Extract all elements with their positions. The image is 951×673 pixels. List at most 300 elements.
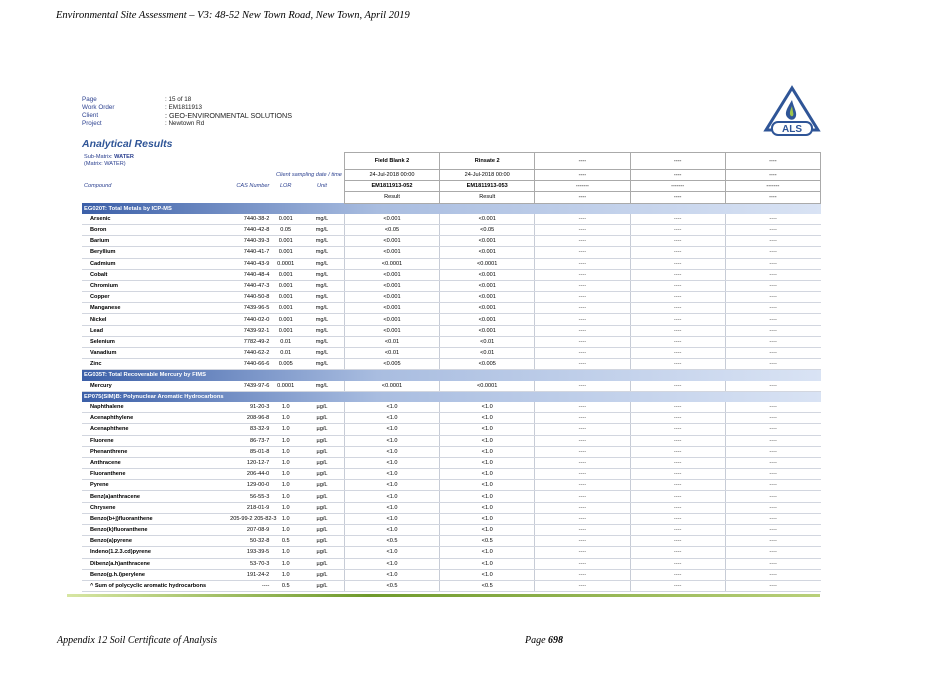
table-row [82, 480, 821, 491]
empty-result-cell: ---- [535, 502, 630, 513]
empty-result-cell: ---- [630, 536, 725, 547]
empty-result-cell: ---- [535, 457, 630, 468]
meta-label: Project [82, 119, 102, 127]
result-cell: <1.0 [344, 435, 439, 446]
col-unit: Unit [317, 183, 327, 190]
lor-cell: 0.001 [271, 236, 300, 247]
empty-result-cell: ---- [535, 424, 630, 435]
empty-result-cell: ---- [725, 269, 820, 280]
unit-cell: µg/L [300, 547, 344, 558]
compound-cell: Benzo(g.h.i)perylene [82, 569, 228, 580]
empty-result-cell: ---- [535, 547, 630, 558]
result-cell: <1.0 [440, 413, 535, 424]
unit-cell: mg/L [300, 236, 344, 247]
cas-cell: 7440-47-3 [228, 280, 271, 291]
empty-result-cell: ---- [725, 280, 820, 291]
empty-result-cell: ---- [725, 381, 820, 392]
unit-cell: µg/L [300, 569, 344, 580]
result-cell: <0.01 [440, 336, 535, 347]
empty-result-cell: ---- [535, 558, 630, 569]
section-title: EP075(SIM)B: Polynuclear Aromatic Hydrocarbons [82, 391, 821, 402]
table-row [82, 536, 821, 547]
cas-cell: 83-32-9 [228, 424, 271, 435]
empty-result-cell: ---- [630, 280, 725, 291]
lor-cell: 1.0 [271, 446, 300, 457]
lor-cell: 0.01 [271, 336, 300, 347]
result-cell: <0.001 [440, 247, 535, 258]
spacer-cell [82, 192, 344, 203]
table-row [82, 314, 821, 325]
table-row [82, 435, 821, 446]
empty-result-cell: ---- [630, 413, 725, 424]
result-cell: <0.001 [344, 269, 439, 280]
meta-row-client [82, 112, 292, 120]
result-cell: <1.0 [344, 502, 439, 513]
empty-result-cell: ---- [535, 402, 630, 413]
cas-cell: 205-99-2 205-82-3 [228, 513, 271, 524]
result-cell: <1.0 [344, 491, 439, 502]
empty-result-cell: ---- [535, 269, 630, 280]
result-cell: <0.05 [440, 224, 535, 235]
result-cell: <1.0 [344, 513, 439, 524]
meta-label: Work Order [82, 103, 115, 111]
cas-cell: 208-96-8 [228, 413, 271, 424]
unit-cell: mg/L [300, 214, 344, 225]
sampling-date-label: Client sampling date / time [275, 172, 342, 179]
empty-result-cell: ---- [725, 236, 820, 247]
compound-cell: Barium [82, 236, 228, 247]
empty-result-cell: ---- [535, 435, 630, 446]
empty-result-cell: ---- [535, 359, 630, 370]
empty-result-cell: ---- [630, 547, 725, 558]
table-row [82, 269, 821, 280]
section-title: EG020T: Total Metals by ICP-MS [82, 203, 821, 214]
table-row [82, 424, 821, 435]
empty-result-cell: ---- [725, 325, 820, 336]
result-cell: <0.001 [440, 236, 535, 247]
sample-name-empty: ---- [535, 153, 630, 170]
table-row [82, 303, 821, 314]
meta-value: : EM1811913 [165, 103, 202, 111]
lor-cell: 1.0 [271, 525, 300, 536]
result-cell: <0.001 [440, 314, 535, 325]
lor-cell: 1.0 [271, 502, 300, 513]
unit-cell: µg/L [300, 513, 344, 524]
cas-cell: 193-39-5 [228, 547, 271, 558]
cas-cell: 206-44-0 [228, 469, 271, 480]
cas-cell: 85-01-8 [228, 446, 271, 457]
lor-cell: 0.001 [271, 269, 300, 280]
col-cas: CAS Number [236, 183, 270, 190]
result-cell: <0.0001 [344, 258, 439, 269]
cas-cell: 218-01-9 [228, 502, 271, 513]
unit-cell: µg/L [300, 480, 344, 491]
empty-result-cell: ---- [630, 424, 725, 435]
footer-rule [67, 594, 820, 597]
empty-result-cell: ---- [535, 569, 630, 580]
empty-result-cell: ---- [535, 325, 630, 336]
unit-cell: mg/L [300, 314, 344, 325]
result-cell: <0.001 [344, 314, 439, 325]
empty-result-cell: ---- [535, 303, 630, 314]
result-cell: <0.001 [344, 247, 439, 258]
meta-label: Page [82, 96, 97, 103]
section-title: EG035T: Total Recoverable Mercury by FIMS [82, 370, 821, 381]
empty-result-cell: ---- [535, 236, 630, 247]
result-cell: <1.0 [344, 525, 439, 536]
result-cell: <1.0 [440, 424, 535, 435]
result-cell: <0.001 [344, 280, 439, 291]
empty-result-cell: ---- [630, 513, 725, 524]
section-header-row [82, 391, 821, 402]
result-cell: <1.0 [344, 547, 439, 558]
compound-cell: Pyrene [82, 480, 228, 491]
empty-result-cell: ---- [535, 348, 630, 359]
result-cell: <1.0 [440, 569, 535, 580]
result-cell: <1.0 [344, 469, 439, 480]
unit-cell: mg/L [300, 359, 344, 370]
lor-cell: 1.0 [271, 569, 300, 580]
table-row [82, 558, 821, 569]
empty-result-cell: ---- [535, 491, 630, 502]
footer-page-label: Page [525, 635, 546, 646]
empty-result-cell: ---- [725, 258, 820, 269]
empty-result-cell: ---- [725, 469, 820, 480]
unit-cell: µg/L [300, 502, 344, 513]
table-row [82, 547, 821, 558]
compound-cell: Beryllium [82, 247, 228, 258]
empty-result-cell: ---- [630, 258, 725, 269]
sample-name-2: Rinsate 2 [440, 153, 535, 170]
compound-cell: Selenium [82, 336, 228, 347]
result-label-empty: ---- [725, 192, 820, 203]
compound-cell: Lead [82, 325, 228, 336]
table-row [82, 247, 821, 258]
empty-result-cell: ---- [725, 247, 820, 258]
unit-cell: mg/L [300, 280, 344, 291]
logo-text: ALS [782, 124, 802, 135]
compound-cell: Nickel [82, 314, 228, 325]
table-row [82, 236, 821, 247]
unit-cell: mg/L [300, 303, 344, 314]
empty-result-cell: ---- [630, 491, 725, 502]
compound-cell: Chromium [82, 280, 228, 291]
footer-left: Appendix 12 Soil Certificate of Analysis [57, 635, 218, 646]
result-cell: <0.001 [344, 236, 439, 247]
table-row [82, 469, 821, 480]
sample-name-empty: ---- [725, 153, 820, 170]
result-label-empty: ---- [535, 192, 630, 203]
empty-result-cell: ---- [535, 513, 630, 524]
table-row [82, 402, 821, 413]
empty-result-cell: ---- [630, 314, 725, 325]
result-cell: <0.5 [344, 536, 439, 547]
empty-result-cell: ---- [725, 435, 820, 446]
cas-cell: 7782-49-2 [228, 336, 271, 347]
result-cell: <0.5 [344, 580, 439, 591]
cas-cell: 7440-50-8 [228, 292, 271, 303]
lor-cell: 1.0 [271, 491, 300, 502]
table-row [82, 258, 821, 269]
table-row [82, 491, 821, 502]
empty-result-cell: ---- [630, 569, 725, 580]
compound-cell: Cadmium [82, 258, 228, 269]
empty-result-cell: ---- [725, 413, 820, 424]
unit-cell: mg/L [300, 269, 344, 280]
compound-cell: Copper [82, 292, 228, 303]
empty-result-cell: ---- [725, 292, 820, 303]
empty-result-cell: ---- [535, 258, 630, 269]
meta-row-page [82, 96, 292, 104]
empty-result-cell: ---- [535, 525, 630, 536]
table-row [82, 457, 821, 468]
empty-result-cell: ---- [535, 224, 630, 235]
result-cell: <0.001 [440, 325, 535, 336]
empty-result-cell: ---- [535, 446, 630, 457]
lor-cell: 0.001 [271, 292, 300, 303]
compound-cell: Vanadium [82, 348, 228, 359]
table-row [82, 325, 821, 336]
unit-cell: mg/L [300, 258, 344, 269]
unit-cell: µg/L [300, 491, 344, 502]
header-row-date [82, 170, 821, 181]
cas-cell: 7439-92-1 [228, 325, 271, 336]
lor-cell: 0.001 [271, 303, 300, 314]
cas-cell: 91-20-3 [228, 402, 271, 413]
lor-cell: 0.001 [271, 325, 300, 336]
report-meta [82, 96, 292, 128]
cas-cell: 50-32-8 [228, 536, 271, 547]
compound-cell: Chrysene [82, 502, 228, 513]
empty-result-cell: ---- [630, 435, 725, 446]
submatrix-value: WATER [114, 154, 134, 160]
empty-result-cell: ---- [630, 480, 725, 491]
result-cell: <0.001 [440, 269, 535, 280]
result-cell: <0.05 [344, 224, 439, 235]
meta-row-project [82, 120, 292, 128]
result-cell: <1.0 [344, 446, 439, 457]
result-cell: <0.001 [440, 292, 535, 303]
empty-result-cell: ---- [630, 525, 725, 536]
cas-cell: 53-70-3 [228, 558, 271, 569]
empty-result-cell: ---- [630, 558, 725, 569]
result-label-empty: ---- [630, 192, 725, 203]
result-cell: <1.0 [440, 547, 535, 558]
empty-result-cell: ---- [725, 424, 820, 435]
cas-cell: 120-12-7 [228, 457, 271, 468]
empty-result-cell: ---- [535, 314, 630, 325]
lor-cell: 0.0001 [271, 258, 300, 269]
cas-cell: 56-55-3 [228, 491, 271, 502]
sample-date-empty: ---- [725, 170, 820, 181]
lor-cell: 1.0 [271, 480, 300, 491]
cas-cell: 7439-96-5 [228, 303, 271, 314]
submatrix-label: Sub-Matrix: [84, 154, 115, 160]
compound-cell: Arsenic [82, 214, 228, 225]
empty-result-cell: ---- [630, 348, 725, 359]
lor-cell: 0.5 [271, 536, 300, 547]
unit-cell: mg/L [300, 247, 344, 258]
cas-cell: 129-00-0 [228, 480, 271, 491]
empty-result-cell: ---- [535, 214, 630, 225]
table-row [82, 446, 821, 457]
table-row [82, 224, 821, 235]
result-cell: <0.01 [440, 348, 535, 359]
lor-cell: 1.0 [271, 469, 300, 480]
result-cell: <1.0 [344, 424, 439, 435]
footer-page-number: 698 [548, 635, 564, 646]
empty-result-cell: ---- [535, 381, 630, 392]
meta-value: : Newtown Rd [165, 119, 205, 127]
empty-result-cell: ---- [630, 292, 725, 303]
empty-result-cell: ---- [725, 402, 820, 413]
lor-cell: 1.0 [271, 413, 300, 424]
compound-cell: Anthracene [82, 457, 228, 468]
lor-cell: 1.0 [271, 402, 300, 413]
unit-cell: µg/L [300, 413, 344, 424]
als-logo-icon [762, 86, 822, 138]
compound-cell: Benzo(a)pyrene [82, 536, 228, 547]
result-cell: <1.0 [440, 402, 535, 413]
sample-name-empty: ---- [630, 153, 725, 170]
lab-id-empty: ------- [630, 181, 725, 192]
result-cell: <1.0 [440, 558, 535, 569]
cas-cell: 7440-62-2 [228, 348, 271, 359]
empty-result-cell: ---- [725, 336, 820, 347]
cas-cell: 7440-41-7 [228, 247, 271, 258]
empty-result-cell: ---- [630, 214, 725, 225]
empty-result-cell: ---- [725, 457, 820, 468]
compound-cell: Cobalt [82, 269, 228, 280]
lor-cell: 1.0 [271, 424, 300, 435]
cas-cell: 207-08-9 [228, 525, 271, 536]
table-row [82, 525, 821, 536]
header-row-sample-id [82, 153, 821, 170]
table-row [82, 280, 821, 291]
result-cell: <1.0 [344, 480, 439, 491]
empty-result-cell: ---- [725, 446, 820, 457]
result-cell: <1.0 [440, 446, 535, 457]
page-title: Analytical Results [82, 138, 173, 150]
result-cell: <1.0 [440, 457, 535, 468]
lab-id-empty: ------- [535, 181, 630, 192]
lor-cell: 1.0 [271, 547, 300, 558]
lor-cell: 0.01 [271, 348, 300, 359]
empty-result-cell: ---- [535, 292, 630, 303]
sample-date-1: 24-Jul-2018 00:00 [344, 170, 439, 181]
unit-cell: µg/L [300, 580, 344, 591]
cas-cell: ---- [228, 580, 271, 591]
empty-result-cell: ---- [725, 348, 820, 359]
matrix-label: (Matrix: WATER) [84, 161, 126, 167]
unit-cell: µg/L [300, 525, 344, 536]
cas-cell: 7440-02-0 [228, 314, 271, 325]
unit-cell: mg/L [300, 292, 344, 303]
compound-cell: Manganese [82, 303, 228, 314]
lor-cell: 0.001 [271, 314, 300, 325]
empty-result-cell: ---- [725, 547, 820, 558]
table-row [82, 580, 821, 591]
result-cell: <1.0 [440, 435, 535, 446]
result-cell: <1.0 [440, 469, 535, 480]
result-cell: <1.0 [440, 502, 535, 513]
cas-cell: 191-24-2 [228, 569, 271, 580]
empty-result-cell: ---- [725, 224, 820, 235]
empty-result-cell: ---- [725, 314, 820, 325]
document-header: Environmental Site Assessment – V3: 48-52 New Town Road, New Town, April 2019 [56, 10, 410, 21]
compound-cell: Boron [82, 224, 228, 235]
empty-result-cell: ---- [535, 336, 630, 347]
cas-cell: 7440-66-6 [228, 359, 271, 370]
empty-result-cell: ---- [535, 580, 630, 591]
meta-value: : GEO-ENVIRONMENTAL SOLUTIONS [165, 110, 292, 120]
empty-result-cell: ---- [725, 303, 820, 314]
section-header-row [82, 370, 821, 381]
sample-name-1: Field Blank 2 [344, 153, 439, 170]
result-cell: <1.0 [344, 457, 439, 468]
empty-result-cell: ---- [535, 469, 630, 480]
lor-cell: 0.001 [271, 214, 300, 225]
empty-result-cell: ---- [630, 469, 725, 480]
results-table [82, 152, 821, 592]
empty-result-cell: ---- [630, 269, 725, 280]
empty-result-cell: ---- [535, 480, 630, 491]
empty-result-cell: ---- [725, 491, 820, 502]
compound-cell: Acenaphthene [82, 424, 228, 435]
col-lor: LOR [279, 183, 292, 190]
compound-cell: Acenaphthylene [82, 413, 228, 424]
table-row [82, 336, 821, 347]
result-cell: <0.01 [344, 348, 439, 359]
lor-cell: 0.001 [271, 280, 300, 291]
result-cell: <0.5 [440, 536, 535, 547]
unit-cell: µg/L [300, 469, 344, 480]
meta-label: Client [82, 111, 99, 119]
compound-cell: Dibenz(a.h)anthracene [82, 558, 228, 569]
result-cell: <1.0 [344, 402, 439, 413]
compound-cell: Benz(a)anthracene [82, 491, 228, 502]
cas-cell: 7440-39-3 [228, 236, 271, 247]
section-header-row [82, 203, 821, 214]
table-row [82, 292, 821, 303]
unit-cell: µg/L [300, 424, 344, 435]
empty-result-cell: ---- [725, 536, 820, 547]
compound-cell: Benzo(k)fluoranthene [82, 525, 228, 536]
empty-result-cell: ---- [630, 381, 725, 392]
cas-cell: 7439-97-6 [228, 381, 271, 392]
result-cell: <0.001 [344, 303, 439, 314]
result-cell: <1.0 [440, 491, 535, 502]
result-cell: <1.0 [344, 413, 439, 424]
result-cell: <0.01 [344, 336, 439, 347]
compound-cell: Fluoranthene [82, 469, 228, 480]
lor-cell: 0.5 [271, 580, 300, 591]
result-cell: <0.0001 [440, 381, 535, 392]
sample-date-2: 24-Jul-2018 00:00 [440, 170, 535, 181]
footer-page [525, 635, 563, 646]
table-row [82, 413, 821, 424]
empty-result-cell: ---- [725, 502, 820, 513]
result-cell: <0.0001 [440, 258, 535, 269]
lor-cell: 1.0 [271, 513, 300, 524]
empty-result-cell: ---- [630, 402, 725, 413]
empty-result-cell: ---- [535, 280, 630, 291]
result-label-2: Result [440, 192, 535, 203]
cas-cell: 7440-48-4 [228, 269, 271, 280]
empty-result-cell: ---- [630, 580, 725, 591]
empty-result-cell: ---- [535, 536, 630, 547]
unit-cell: µg/L [300, 435, 344, 446]
